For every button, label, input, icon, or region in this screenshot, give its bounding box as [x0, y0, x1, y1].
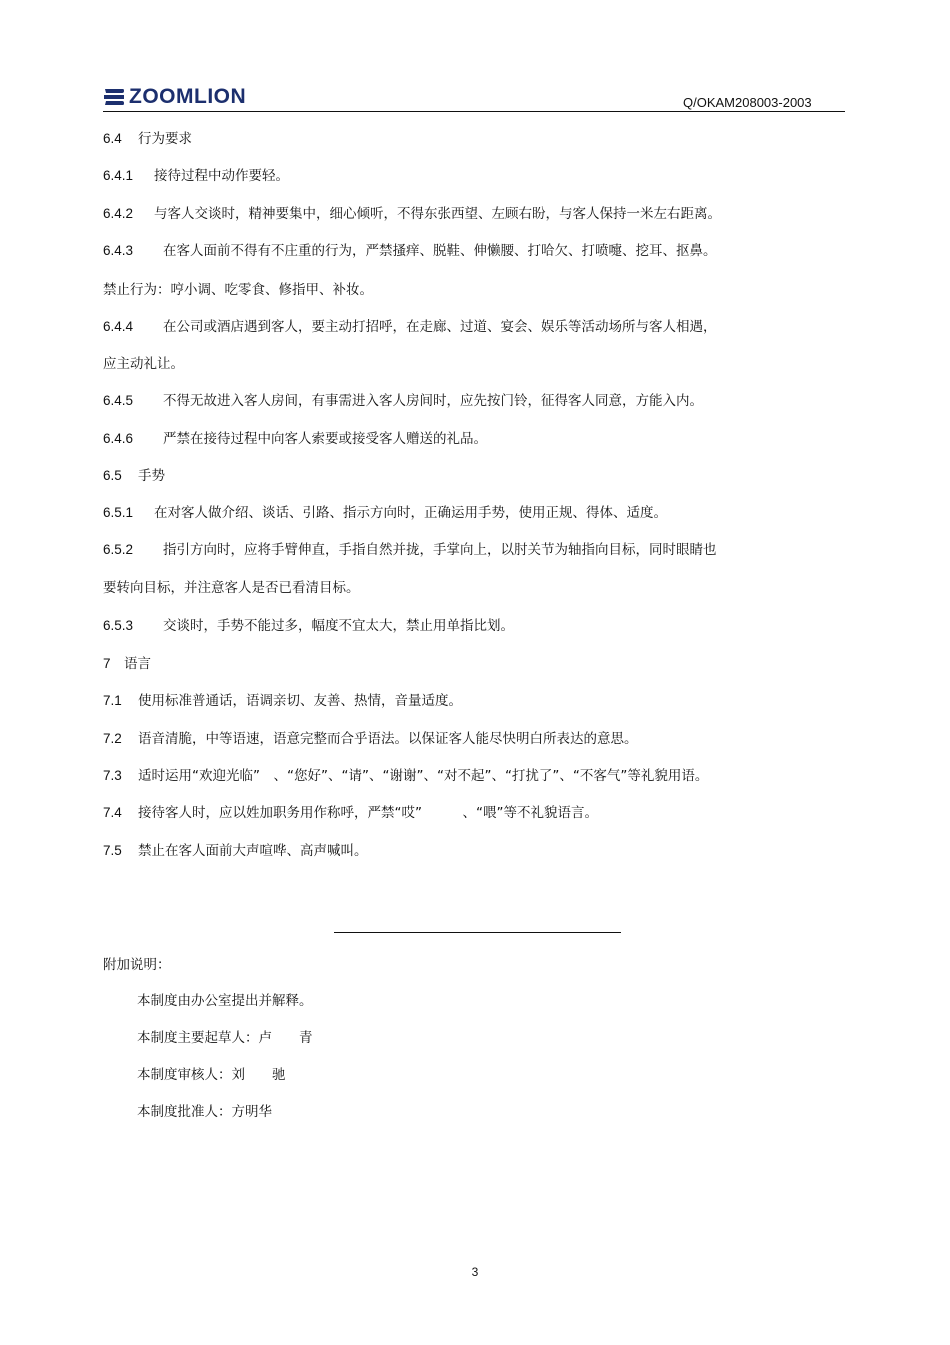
clause-text: 交谈时，手势不能过多，幅度不宜太大，禁止用单指比划。 — [163, 618, 514, 634]
clause-line — [103, 130, 192, 148]
clause-number: 7.2 — [103, 731, 122, 746]
clause-line — [103, 242, 717, 260]
clause-text: 语音清脆，中等语速，语意完整而合乎语法。以保证客人能尽快明白所表达的意思。 — [138, 731, 638, 747]
clause-number: 6.5.2 — [103, 542, 134, 557]
clause-line — [103, 541, 717, 559]
clause-number: 7.3 — [103, 768, 122, 783]
clause-line — [103, 167, 289, 185]
clause-line — [103, 392, 703, 410]
clause-number: 6.4.3 — [103, 243, 134, 258]
clause-line — [103, 504, 667, 522]
clause-line — [103, 842, 368, 860]
clause-number: 7.5 — [103, 843, 122, 858]
appendix-line: 本制度主要起草人：卢 青 — [137, 1030, 313, 1046]
clause-number: 6.4.5 — [103, 393, 134, 408]
clause-number: 6.4.6 — [103, 431, 134, 446]
clause-line — [103, 617, 514, 635]
clause-number: 6.5.3 — [103, 618, 134, 633]
clause-line — [103, 692, 462, 710]
clause-line — [103, 655, 151, 673]
clause-number: 6.4 — [103, 131, 122, 146]
logo-wordmark: ZOOMLION — [129, 85, 247, 108]
clause-text: 在客人面前不得有不庄重的行为，严禁搔痒、脱鞋、伸懒腰、打哈欠、打喷嚏、挖耳、抠鼻。 — [163, 243, 717, 259]
company-logo — [103, 86, 246, 108]
clause-number: 6.5.1 — [103, 505, 134, 520]
clause-text: 接待客人时，应以姓加职务用作称呼，严禁“哎” 、“喂”等不礼貌语言。 — [138, 805, 598, 821]
clause-line — [103, 767, 708, 785]
appendix-title: 附加说明： — [103, 957, 171, 973]
clause-text: 指引方向时，应将手臂伸直，手指自然并拢，手掌向上，以肘关节为轴指向目标，同时眼睛也 — [163, 542, 717, 558]
clause-text: 禁止在客人面前大声喧哗、高声喊叫。 — [138, 843, 368, 859]
clause-line — [103, 730, 638, 748]
header-rule — [103, 111, 845, 112]
clause-text: 行为要求 — [138, 131, 192, 147]
document-number: Q/OKAM208003-2003 — [683, 95, 812, 110]
clause-text: 不得无故进入客人房间，有事需进入客人房间时，应先按门铃，征得客人同意，方能入内。 — [163, 393, 703, 409]
clause-text: 在对客人做介绍、谈话、引路、指示方向时，正确运用手势，使用正规、得体、适度。 — [154, 505, 667, 521]
clause-text: 在公司或酒店遇到客人，要主动打招呼，在走廊、过道、宴会、娱乐等活动场所与客人相遇， — [163, 319, 717, 335]
clause-line — [103, 355, 184, 373]
clause-text: 要转向目标，并注意客人是否已看清目标。 — [103, 580, 360, 596]
clause-text: 与客人交谈时，精神要集中，细心倾听，不得东张西望、左顾右盼，与客人保持一米左右距离。 — [154, 206, 721, 222]
clause-line — [103, 467, 165, 485]
clause-text: 适时运用“欢迎光临” 、“您好”、“请”、“谢谢”、“对不起”、“打扰了”、“不客气”等礼貌用语。 — [138, 768, 709, 784]
page-number: 3 — [471, 1265, 479, 1279]
section-divider — [334, 932, 621, 933]
appendix-line: 本制度批准人：方明华 — [137, 1104, 272, 1120]
clause-number: 6.4.2 — [103, 206, 134, 221]
appendix-line: 本制度审核人：刘 驰 — [137, 1067, 286, 1083]
clause-text: 手势 — [138, 468, 165, 484]
clause-line — [103, 205, 721, 223]
appendix-line: 本制度由办公室提出并解释。 — [137, 993, 313, 1009]
clause-number: 6.4.1 — [103, 168, 134, 183]
clause-line — [103, 318, 717, 336]
clause-line — [103, 430, 487, 448]
clause-text: 严禁在接待过程中向客人索要或接受客人赠送的礼品。 — [163, 431, 487, 447]
clause-text: 禁止行为：哼小调、吃零食、修指甲、补妆。 — [103, 282, 373, 298]
zoomlion-mark-icon — [103, 87, 125, 107]
clause-text: 使用标准普通话，语调亲切、友善、热情，音量适度。 — [138, 693, 462, 709]
clause-number: 6.5 — [103, 468, 122, 483]
clause-line — [103, 804, 598, 822]
clause-number: 6.4.4 — [103, 319, 134, 334]
clause-line — [103, 281, 373, 299]
clause-number: 7 — [103, 656, 111, 671]
clause-text: 语言 — [124, 656, 151, 672]
clause-line — [103, 579, 360, 597]
clause-text: 应主动礼让。 — [103, 356, 184, 372]
clause-number: 7.4 — [103, 805, 122, 820]
clause-text: 接待过程中动作要轻。 — [154, 168, 289, 184]
clause-number: 7.1 — [103, 693, 122, 708]
